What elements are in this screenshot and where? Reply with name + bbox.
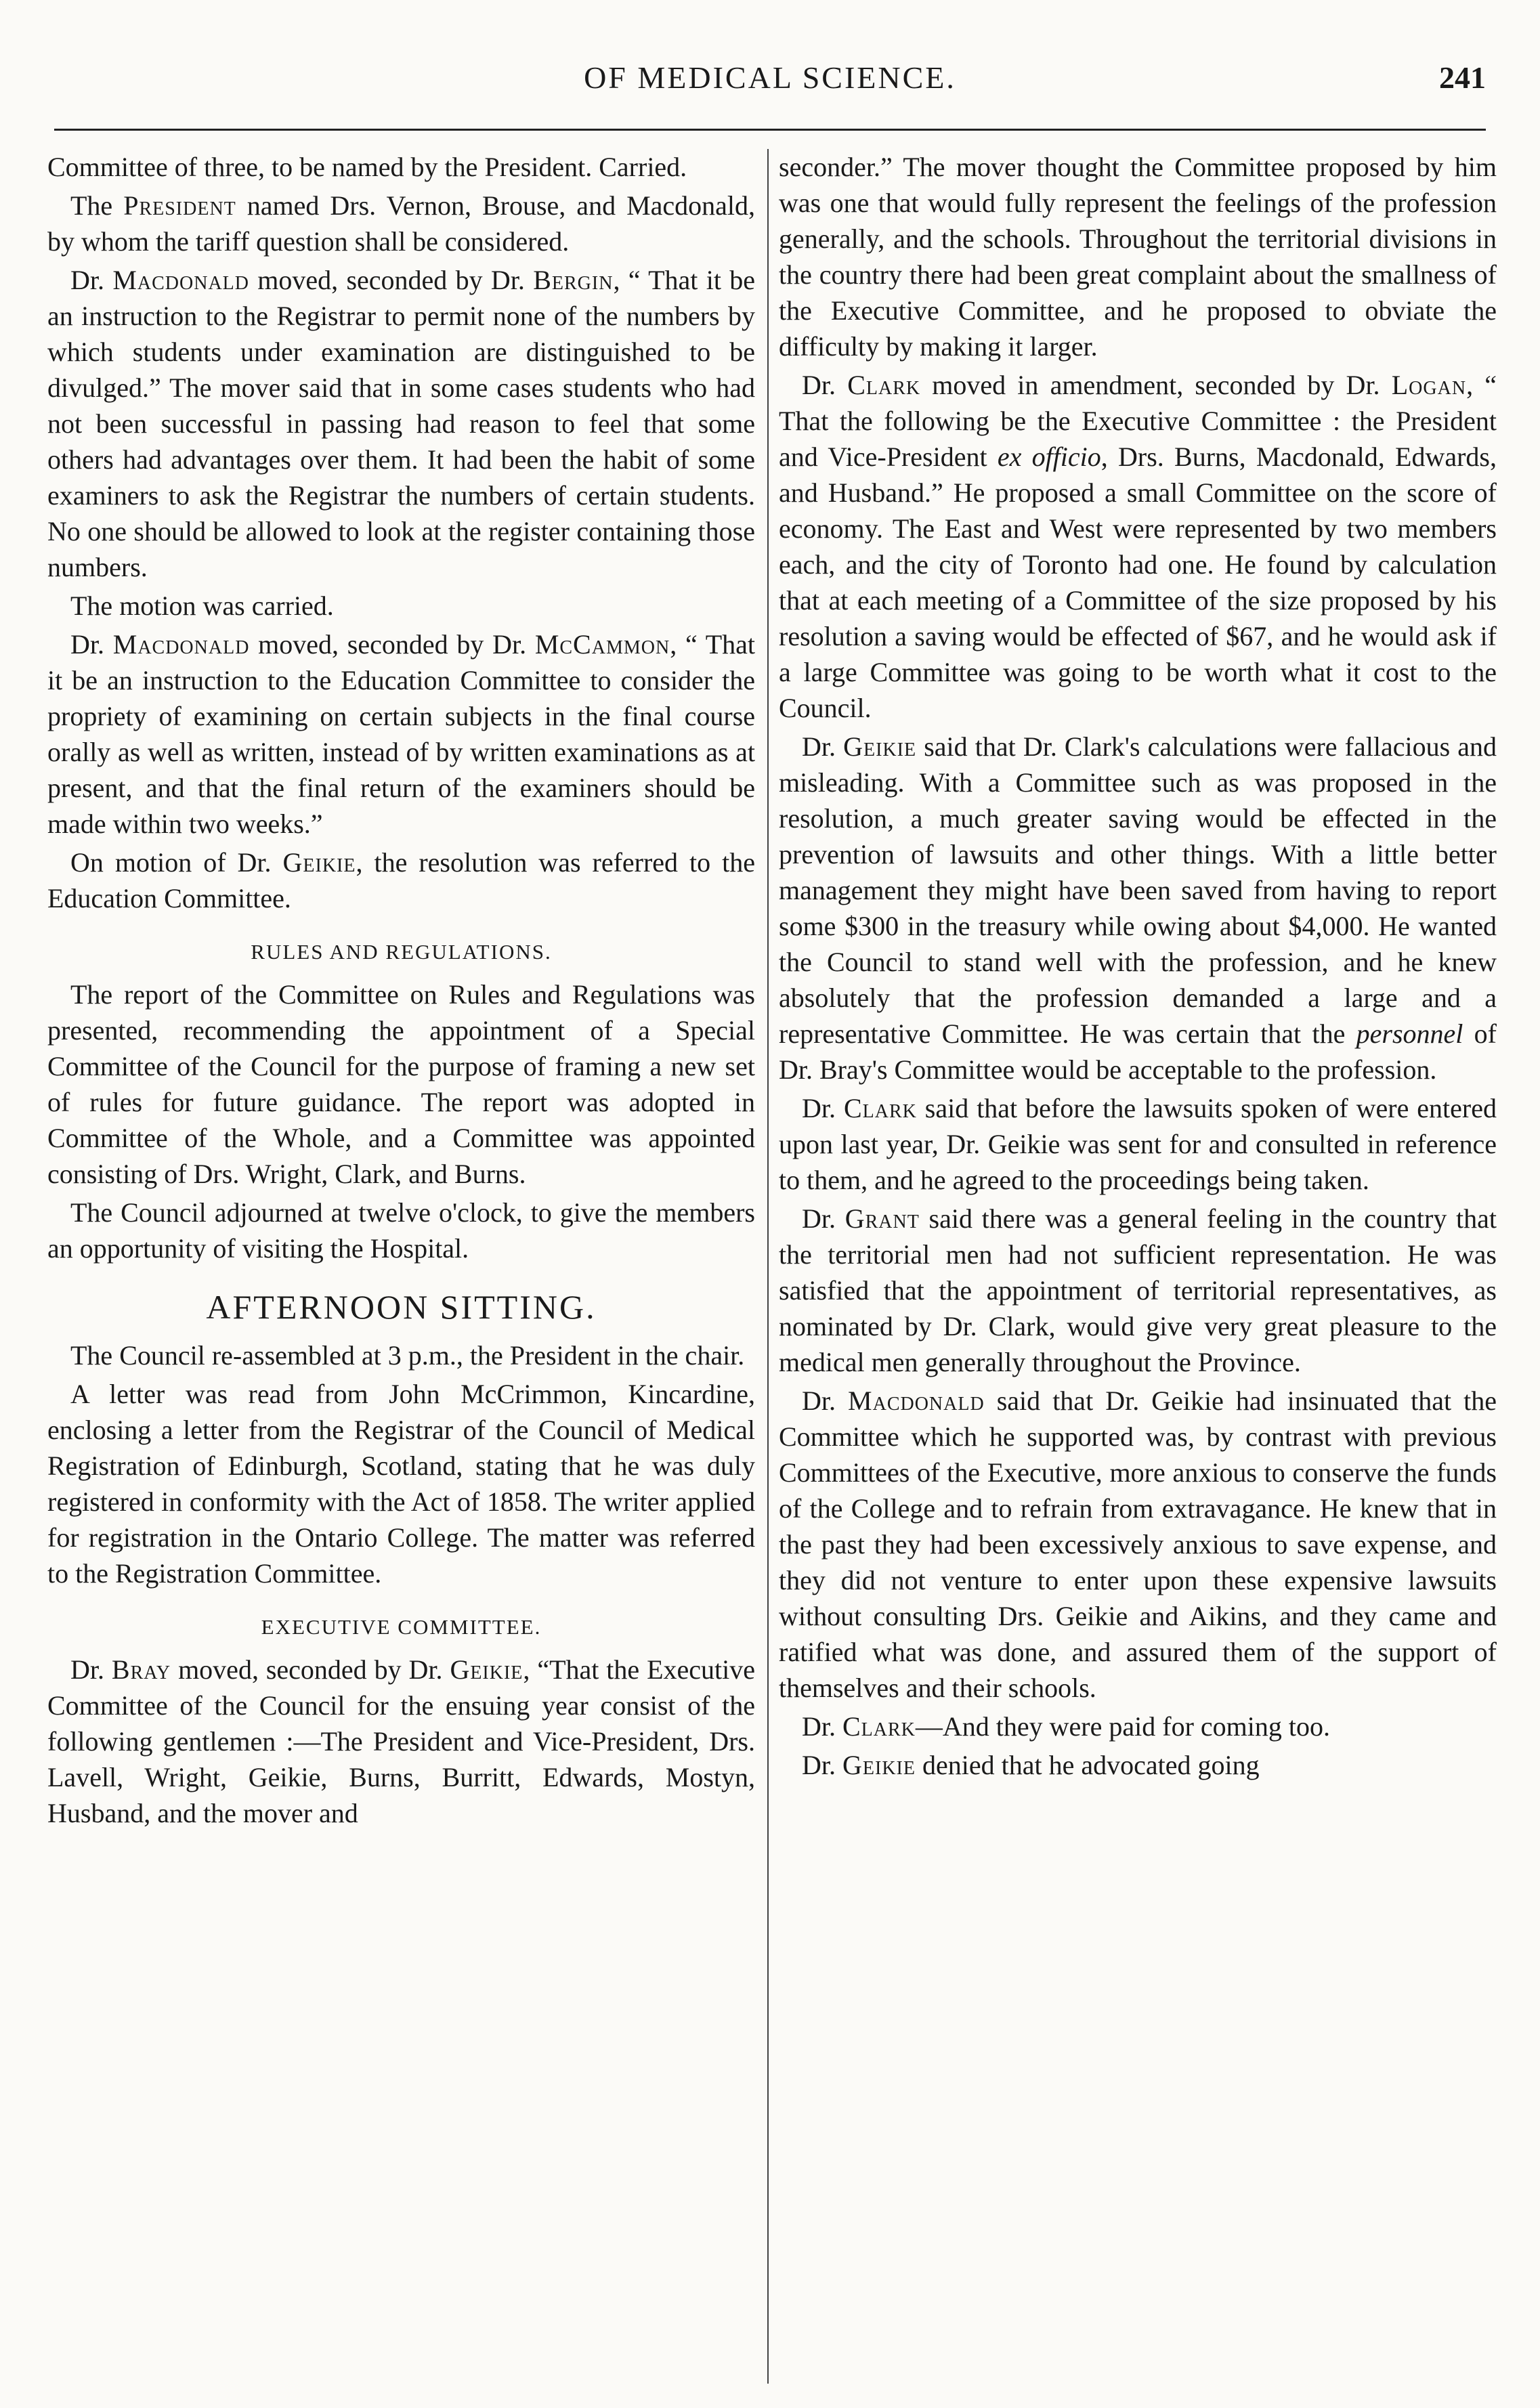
paragraph: The Council adjourned at twelve o'clock, to give the members an opportunity of visiting the Hospital. [47,1197,755,1264]
paragraph: Dr. Bray moved, seconded by Dr. Geikie, “That the Executive Committee of the Council for the ensuing year consist of the following gentlemen :—The President and Vice-President, Drs. Lavell, Wright, Geikie, Burns, Burritt, Edwards, Mostyn, Husband, and the mover and [47,1654,755,1828]
paragraph: Dr. Clark moved in amendment, seconded by Dr. Logan, “ That the following be the Executive Committee : the President and Vice-President ex officio, Drs. Burns, Macdonald, Edwards, and Husband.” He proposed a small Committee on the score of economy. The East and West were represented by two members each, and the city of Toronto had one. He found by calculation that at each meeting of a Committee of the size proposed by his resolution a saving would be effected of $67, and he would ask if a large Committee was going to be worth what it cost to the Council. [779,370,1497,723]
header-rule [54,129,1486,131]
paragraph: The motion was carried. [70,590,334,621]
paragraph: Dr. Geikie said that Dr. Clark's calculations were fallacious and misleading. With a Committee such as was proposed in the resolution, a much greater saving would be effected in the prevention of lawsuits and other things. With a little better management they might have been saved from having to report some $300 in the treasury while owing about $4,000. He wanted the Council to stand well with the profession, and he knew absolutely that the profession demanded a large and a representative Committee. He was certain that the personnel of Dr. Bray's Committee would be acceptable to the profession. [779,731,1497,1085]
paragraph: seconder.” The mover thought the Committee proposed by him was one that would fully represent the feelings of the profession generally, and the schools. Throughout the territorial divisions in the country there had been great complaint about the smallness of the Executive Committee, and he proposed to obviate the difficulty by making it larger. [779,152,1497,362]
paragraph: Committee of three, to be named by the President. Carried. [47,152,687,182]
paragraph: Dr. Macdonald said that Dr. Geikie had insinuated that the Committee which he supported was, by contrast with previous Committees of the Executive, more anxious to conserve the funds of the College and to refrain from extravagance. He knew that in the past they had been excessively anxious to save expense, and they did not venture to enter upon these expensive lawsuits without consulting Drs. Geikie and Aikins, and they came and ratified what was done, and assured them of the support of themselves and their schools. [779,1385,1497,1703]
paragraph: The President named Drs. Vernon, Brouse, and Macdonald, by whom the tariff question shall be considered. [47,190,755,257]
column-divider [767,149,769,2384]
paragraph: Dr. Grant said there was a general feeling in the country that the territorial men had not sufficient representation. He was satisfied that the appointment of territorial representatives, as nominated by Dr. Clark, would give very great pleasure to the medical men generally throughout the Province. [779,1203,1497,1377]
paragraph: Dr. Geikie denied that he advocated going [802,1750,1260,1780]
paragraph: A letter was read from John McCrimmon, Kincardine, enclosing a letter from the Registrar of the Council of Medical Registration of Edinburgh, Scotland, stating that he was duly registered in conformity with the Act of 1858. The writer applied for registration in the Ontario College. The matter was referred to the Registration Committee. [47,1379,755,1589]
page-number: 241 [1439,60,1486,95]
running-head [54,60,1486,107]
paragraph: On motion of Dr. Geikie, the resolution was referred to the Education Committee. [47,847,755,913]
paragraph: The Council re-assembled at 3 p.m., the President in the chair. [70,1340,745,1371]
section-heading-rules: RULES AND REGULATIONS. [251,940,552,964]
paragraph: Dr. Macdonald moved, seconded by Dr. McCammon, “ That it be an instruction to the Education Committee to consider the propriety of examining on certain subjects in the final course orally as well as written, instead of by written examinations as at present, and that the final return of the examiners should be made within two weeks.” [47,629,755,839]
paragraph: Dr. Clark—And they were paid for coming too. [802,1711,1330,1742]
section-heading-executive: EXECUTIVE COMMITTEE. [261,1615,542,1639]
section-heading-afternoon: AFTERNOON SITTING. [206,1288,597,1326]
paragraph: Dr. Macdonald moved, seconded by Dr. Bergin, “ That it be an instruction to the Registrar to permit none of the numbers by which students under examination are distinguished to be divulged.” The mover said that in some cases students who had not been successful in passing had reason to feel that some others had advantages over them. It had been the habit of some examiners to ask the Registrar the numbers of certain students. No one should be allowed to look at the register containing those numbers. [47,265,755,582]
running-title: OF MEDICAL SCIENCE. [584,60,956,95]
left-column [47,149,755,2384]
paragraph: The report of the Committee on Rules and Regulations was presented, recommending the appointment of a Special Committee of the Council for the purpose of framing a new set of rules for future guidance. The report was adopted in Committee of the Whole, and a Committee was appointed consisting of Drs. Wright, Clark, and Burns. [47,979,755,1189]
right-column [779,149,1497,2384]
paragraph: Dr. Clark said that before the lawsuits spoken of were entered upon last year, Dr. Geikie was sent for and consulted in reference to them, and he agreed to the proceedings being taken. [779,1093,1497,1195]
